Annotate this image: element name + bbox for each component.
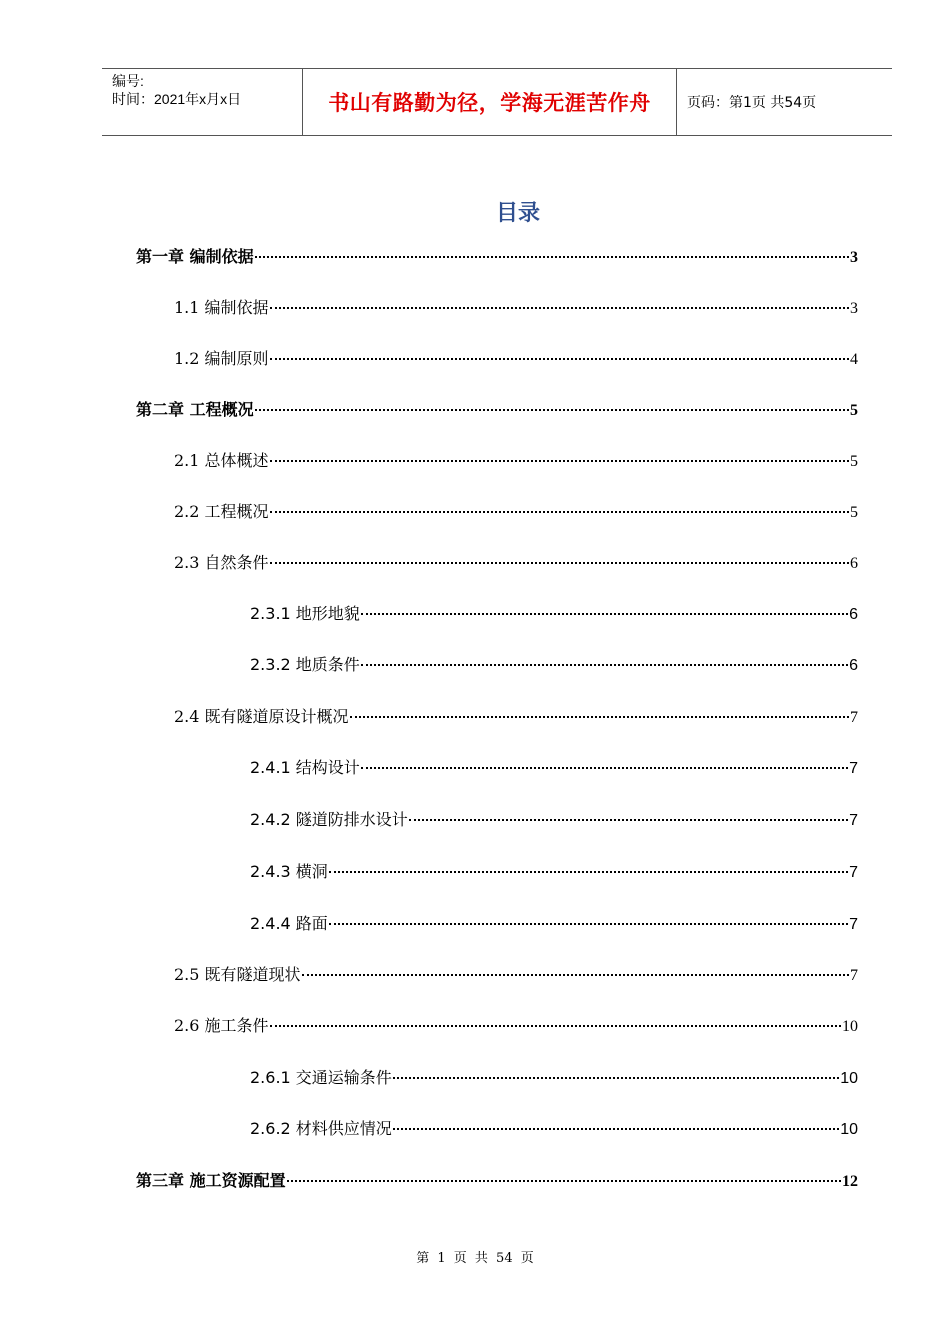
toc-entry-1-1[interactable] [174, 295, 858, 319]
toc-entry-label: 2.6.2 材料供应情况 [250, 1119, 392, 1138]
toc-entry-2-5[interactable] [174, 962, 858, 986]
toc-leader [255, 256, 849, 258]
toc-entry-page: 4 [850, 351, 858, 368]
page-header [102, 68, 892, 136]
toc-entry-label: 2.4.4 路面 [250, 914, 328, 933]
toc-entry-page: 7 [849, 864, 858, 881]
toc-entry-2-4-1[interactable] [250, 755, 858, 779]
toc-entry-page: 5 [850, 504, 858, 521]
toc-leader [255, 409, 849, 411]
toc-leader [393, 1128, 839, 1130]
toc-entry-2-4-3[interactable] [250, 859, 858, 883]
header-meta-cell [102, 69, 303, 135]
toc-title: 目录 [495, 201, 540, 226]
toc-entry-chapter-2[interactable] [136, 397, 858, 421]
toc-leader [361, 613, 848, 615]
doc-number-label: 编号: [112, 73, 144, 89]
toc-leader [329, 923, 848, 925]
toc-entry-page: 5 [850, 453, 858, 470]
toc-leader [270, 1025, 841, 1027]
toc-leader [302, 974, 849, 976]
toc-entry-2-1[interactable] [174, 448, 858, 472]
toc-entry-1-2[interactable] [174, 346, 858, 370]
toc-entry-page: 3 [850, 249, 858, 266]
toc-leader [287, 1180, 841, 1182]
toc-entry-page: 6 [850, 555, 858, 572]
toc-leader [270, 562, 849, 564]
toc-entry-label: 第二章 工程概况 [136, 400, 254, 419]
toc-entry-2-6-2[interactable] [250, 1116, 858, 1140]
toc-leader [329, 871, 848, 873]
toc-entry-2-4[interactable] [174, 704, 858, 728]
toc-entry-page: 7 [850, 967, 858, 984]
toc-entry-2-6-1[interactable] [250, 1065, 858, 1089]
toc-entry-label: 2.4.3 横洞 [250, 862, 328, 881]
toc-leader [270, 358, 849, 360]
toc-entry-2-4-4[interactable] [250, 911, 858, 935]
page-info: 页码：第1页 共54页 [687, 95, 817, 111]
toc-entry-2-2[interactable] [174, 499, 858, 523]
toc-entry-label: 1.2 编制原则 [174, 349, 269, 368]
toc-entry-label: 2.5 既有隧道现状 [174, 965, 301, 984]
toc-entry-label: 2.1 总体概述 [174, 451, 269, 470]
toc-entry-page: 10 [840, 1070, 858, 1087]
toc-entry-page: 7 [849, 760, 858, 777]
toc-entry-2-3[interactable] [174, 550, 858, 574]
toc-leader [270, 307, 849, 309]
toc-entry-label: 第三章 施工资源配置 [136, 1171, 286, 1190]
toc-entry-2-4-2[interactable] [250, 807, 858, 831]
toc-leader [350, 716, 849, 718]
header-motto-cell [303, 69, 677, 135]
toc-entry-page: 5 [850, 402, 858, 419]
header-page-cell [677, 69, 892, 135]
toc-entry-page: 3 [850, 300, 858, 317]
toc-entry-label: 1.1 编制依据 [174, 298, 269, 317]
toc-entry-label: 2.4 既有隧道原设计概况 [174, 707, 349, 726]
toc-entry-page: 6 [849, 657, 858, 674]
toc-entry-label: 2.6 施工条件 [174, 1016, 269, 1035]
toc-entry-page: 7 [850, 709, 858, 726]
toc-entry-chapter-1[interactable] [136, 244, 858, 268]
toc-entry-page: 6 [849, 606, 858, 623]
toc-entry-label: 2.3 自然条件 [174, 553, 269, 572]
motto-text: 书山有路勤为径，学海无涯苦作舟 [328, 91, 651, 115]
toc-entry-label: 2.3.1 地形地貌 [250, 604, 360, 623]
toc-entry-page: 12 [842, 1173, 858, 1190]
toc-entry-page: 7 [849, 812, 858, 829]
toc-entry-label: 2.4.1 结构设计 [250, 758, 360, 777]
toc-leader [409, 819, 848, 821]
toc-leader [361, 767, 848, 769]
toc-entry-page: 7 [849, 916, 858, 933]
toc-entry-label: 2.3.2 地质条件 [250, 655, 360, 674]
toc-leader [361, 664, 848, 666]
toc-entry-page: 10 [840, 1121, 858, 1138]
page-footer: 第 1 页 共 54 页 [416, 1251, 534, 1266]
toc-entry-2-3-2[interactable] [250, 652, 858, 676]
toc-leader [270, 460, 849, 462]
toc-entry-2-6[interactable] [174, 1013, 858, 1037]
toc-entry-2-3-1[interactable] [250, 601, 858, 625]
toc-entry-label: 2.6.1 交通运输条件 [250, 1068, 392, 1087]
toc-entry-label: 第一章 编制依据 [136, 247, 254, 266]
toc-leader [393, 1077, 839, 1079]
toc-entry-label: 2.4.2 隧道防排水设计 [250, 810, 408, 829]
toc-leader [270, 511, 849, 513]
time-label: 时间：2021年x月x日 [112, 91, 242, 107]
toc-entry-label: 2.2 工程概况 [174, 502, 269, 521]
toc-entry-chapter-3[interactable] [136, 1168, 858, 1192]
toc-entry-page: 10 [842, 1018, 858, 1035]
